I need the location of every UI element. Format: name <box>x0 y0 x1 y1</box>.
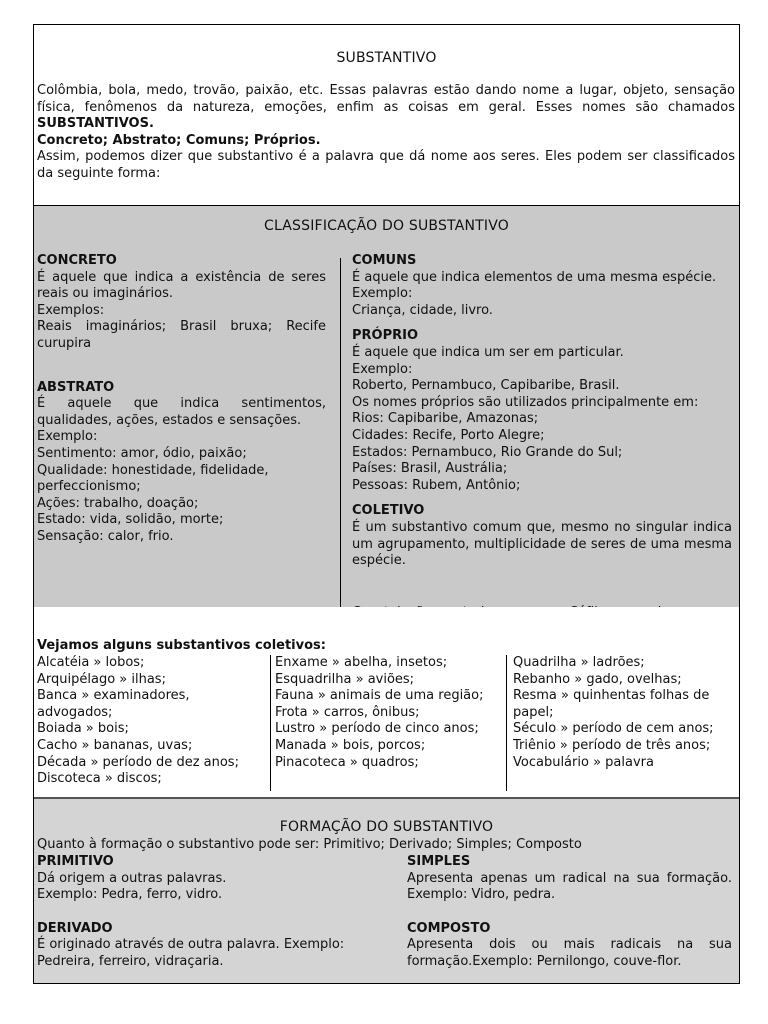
composto-heading: COMPOSTO <box>407 920 491 936</box>
coletivo-item: Esquadrilha » aviões; <box>275 671 415 687</box>
coletivos-heading: Vejamos alguns substantivos coletivos: <box>37 638 326 653</box>
coletivo-item: Alcatéia » lobos; <box>37 655 145 670</box>
proprio-line: Pessoas: Rubem, Antônio; <box>352 477 521 493</box>
formacao-left-column <box>37 854 377 971</box>
coletivo-item: Fauna » animais de uma região; <box>275 688 484 704</box>
intro-types-line: Concreto; Abstrato; Comuns; Próprios. <box>37 132 321 148</box>
comuns-definition: É aquele que indica elementos de uma mesma espécie. <box>352 269 717 285</box>
primitivo-line: Dá origem a outras palavras. <box>37 870 227 886</box>
intro-bold-term: SUBSTANTIVOS. <box>37 116 154 132</box>
coletivo-definition: É um substantivo comum que, mesmo no singular indica um agrupamento, multiplicidade de seres de uma mesma espécie. <box>352 519 732 569</box>
intro-title: SUBSTANTIVO <box>336 50 437 66</box>
coletivo-item: Década » período de dez anos; <box>37 754 239 770</box>
abstrato-line: Estado: vida, solidão, morte; <box>37 512 224 528</box>
coletivo-item: Triênio » período de três anos; <box>513 737 711 753</box>
concreto-heading: CONCRETO <box>37 253 117 268</box>
intro-text <box>37 83 735 183</box>
primitivo-line: Exemplo: Pedra, ferro, vidro. <box>37 887 223 903</box>
coletivo-item: Resma » quinhentas folhas de papel; <box>513 688 710 720</box>
abstrato-line: Sentimento: amor, ódio, paixão; <box>37 445 247 461</box>
intro-paragraph-1: Colômbia, bola, medo, trovão, paixão, etc. Essas palavras estão dando nome a lugar, objeto, sensação física, fenômenos da natureza, emoções, enfim as coisas em geral. Esses nomes são chamados SUBSTANTIVOS. <box>37 83 735 132</box>
intro-paragraph-2: Assim, podemos dizer que substantivo é a palavra que dá nome aos seres. Eles podem ser classificados da seguinte forma: <box>37 149 735 181</box>
comuns-heading: COMUNS <box>352 253 417 268</box>
formacao-right-column <box>407 854 732 971</box>
coletivos-section <box>34 607 739 797</box>
coletivo-heading: COLETIVO <box>352 503 425 519</box>
coletivo-item: Rebanho » gado, ovelhas; <box>513 671 682 687</box>
coletivos-column-3 <box>513 655 735 771</box>
left-column <box>37 253 326 546</box>
coletivos-divider-2 <box>506 655 507 791</box>
coletivo-item: Quadrilha » ladrões; <box>513 655 645 670</box>
classificacao-title: CLASSIFICAÇÃO DO SUBSTANTIVO <box>263 218 509 234</box>
coletivo-item: Discoteca » discos; <box>37 771 162 787</box>
coletivo-item: Vocabulário » palavra <box>513 754 654 770</box>
derivado-heading: DERIVADO <box>37 920 113 936</box>
column-divider <box>340 258 341 624</box>
proprio-line: Rios: Capibaribe, Amazonas; <box>352 411 539 427</box>
coletivo-item: Frota » carros, ônibus; <box>275 704 420 720</box>
comuns-examples: Criança, cidade, livro. <box>352 302 493 318</box>
abstrato-examples-label: Exemplo: <box>37 429 98 445</box>
abstrato-line: Qualidade: honestidade, fidelidade, perfeccionismo; <box>37 462 269 495</box>
coletivo-item: Boiada » bois; <box>37 721 129 737</box>
proprio-line: Cidades: Recife, Porto Alegre; <box>352 427 545 443</box>
coletivos-column-2 <box>275 655 500 771</box>
abstrato-heading: ABSTRATO <box>37 379 115 395</box>
coletivo-item: Arquipélago » ilhas; <box>37 671 166 687</box>
proprio-heading: PRÓPRIO <box>352 328 419 344</box>
abstrato-line: Ações: trabalho, doação; <box>37 495 199 511</box>
simples-text: Apresenta apenas um radical na sua formação. Exemplo: Vidro, pedra. <box>407 870 732 903</box>
concreto-examples-label: Exemplos: <box>37 302 105 318</box>
coletivo-item: Século » período de cem anos; <box>513 721 714 737</box>
proprio-definition: É aquele que indica um ser em particular. <box>352 344 624 360</box>
coletivo-item: Enxame » abelha, insetos; <box>275 655 448 670</box>
formacao-intro: Quanto à formação o substantivo pode ser: Primitivo; Derivado; Simples; Composto <box>37 837 582 852</box>
classificacao-section <box>34 206 739 607</box>
derivado-text: É originado através de outra palavra. Exemplo: Pedreira, ferreiro, vidraçaria. <box>37 937 345 969</box>
intro-section <box>34 25 739 206</box>
right-column <box>352 253 732 570</box>
document-frame <box>33 24 740 984</box>
coletivo-item: Banca » examinadores, advogados; <box>37 688 190 720</box>
composto-text: Apresenta dois ou mais radicais na sua formação.Exemplo: Pernilongo, couve-flor. <box>407 937 732 969</box>
abstrato-line: Sensação: calor, frio. <box>37 528 174 544</box>
simples-heading: SIMPLES <box>407 854 471 869</box>
proprio-line: Países: Brasil, Austrália; <box>352 461 508 477</box>
proprio-line: Estados: Pernambuco, Rio Grande do Sul; <box>352 444 623 460</box>
coletivo-item: Manada » bois, porcos; <box>275 737 426 753</box>
proprio-examples: Roberto, Pernambuco, Capibaribe, Brasil. <box>352 378 620 394</box>
proprio-usage: Os nomes próprios são utilizados principalmente em: <box>352 394 699 410</box>
concreto-definition: É aquele que indica a existência de seres reais ou imaginários. <box>37 269 326 302</box>
coletivo-item: Pinacoteca » quadros; <box>275 754 419 770</box>
formacao-title: FORMAÇÃO DO SUBSTANTIVO <box>279 819 494 835</box>
coletivo-item: Cacho » bananas, uvas; <box>37 737 193 753</box>
coletivo-item: Lustro » período de cinco anos; <box>275 721 479 737</box>
concreto-examples: Reais imaginários; Brasil bruxa; Recife curupira <box>37 319 326 351</box>
coletivos-column-1 <box>37 655 265 788</box>
proprio-examples-label: Exemplo: <box>352 361 413 377</box>
primitivo-heading: PRIMITIVO <box>37 854 114 869</box>
abstrato-definition: É aquele que indica sentimentos, qualidades, ações, estados e sensações. <box>37 396 326 428</box>
comuns-examples-label: Exemplo: <box>352 286 413 302</box>
coletivos-divider-1 <box>270 655 271 791</box>
formacao-section <box>34 797 739 983</box>
